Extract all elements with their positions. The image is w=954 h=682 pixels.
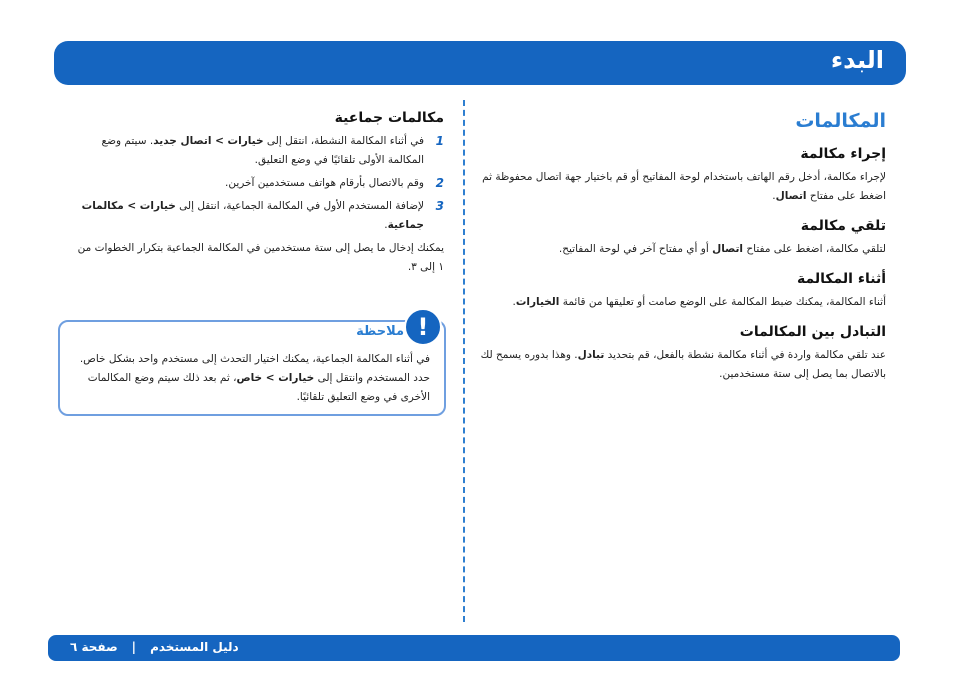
footer-manual-title: دليل المستخدم xyxy=(150,640,239,654)
footer-text xyxy=(70,640,239,654)
make-call-heading: إجراء مكالمة xyxy=(800,146,886,162)
footer-page-number: صفحة ٦ xyxy=(70,640,118,654)
receive-call-heading: تلقي مكالمة xyxy=(800,218,886,234)
during-call-heading: أثناء المكالمة xyxy=(796,271,886,287)
receive-call-text: لتلقي مكالمة، اضغط على مفتاح اتصال أو أي مفتاح آخر في لوحة المفاتيح. xyxy=(558,243,886,255)
step-number: 1 xyxy=(435,134,444,148)
page-title: البدء xyxy=(830,46,884,74)
step-item xyxy=(76,132,444,170)
conference-heading: مكالمات جماعية xyxy=(334,110,444,126)
during-call-text: أثناء المكالمة، يمكنك ضبط المكالمة على الوضع صامت أو تعليقها من قائمة الخيارات. xyxy=(512,296,886,308)
step-number: 3 xyxy=(435,199,444,213)
calls-column xyxy=(480,110,886,396)
exclamation-icon: ! xyxy=(404,308,442,346)
step-text: لإضافة المستخدم الأول في المكالمة الجماعية، انتقل إلى خيارات > مكالمات جماعية. xyxy=(81,200,424,231)
conference-closing-text: يمكنك إدخال ما يصل إلى ستة مستخدمين في المكالمة الجماعية بتكرار الخطوات من ١ إلى ٣. xyxy=(77,242,444,273)
step-text: في أثناء المكالمة النشطة، انتقل إلى خيارات > اتصال جديد. سيتم وضع المكالمة الأولى تلقائيًا في وضع التعليق. xyxy=(101,135,424,166)
step-number: 2 xyxy=(435,176,444,190)
swap-calls-text: عند تلقي مكالمة واردة في أثناء مكالمة نشطة بالفعل، قم بتحديد تبادل. وهذا بدوره يسمح لك بالاتصال بما يصل إلى ستة مستخدمين. xyxy=(480,349,886,380)
note-box xyxy=(58,313,446,416)
step-item xyxy=(76,174,444,193)
conference-steps xyxy=(76,132,444,235)
note-title: ملاحظة xyxy=(356,324,404,339)
header-bar xyxy=(54,41,906,85)
calls-heading: المكالمات xyxy=(795,110,886,132)
step-item xyxy=(76,197,444,235)
footer-bar xyxy=(48,635,900,661)
conference-column xyxy=(76,110,444,289)
swap-calls-heading: التبادل بين المكالمات xyxy=(739,324,886,340)
step-text: وقم بالاتصال بأرقام هواتف مستخدمين آخرين. xyxy=(224,177,424,189)
column-divider xyxy=(463,100,465,622)
note-text: في أثناء المكالمة الجماعية، يمكنك اختيار التحدث إلى مستخدم واحد بشكل خاص. حدد المستخدم وانتقل إلى خيارات > خاص، ثم بعد ذلك سيتم وضع المكالمات الأخرى في وضع التعليق تلقائيًا. xyxy=(79,353,430,403)
make-call-text: لإجراء مكالمة، أدخل رقم الهاتف باستخدام لوحة المفاتيح أو قم باختيار جهة اتصال محفوظة ثم اضغط على مفتاح اتصال. xyxy=(482,171,886,202)
footer-separator: | xyxy=(131,640,137,654)
